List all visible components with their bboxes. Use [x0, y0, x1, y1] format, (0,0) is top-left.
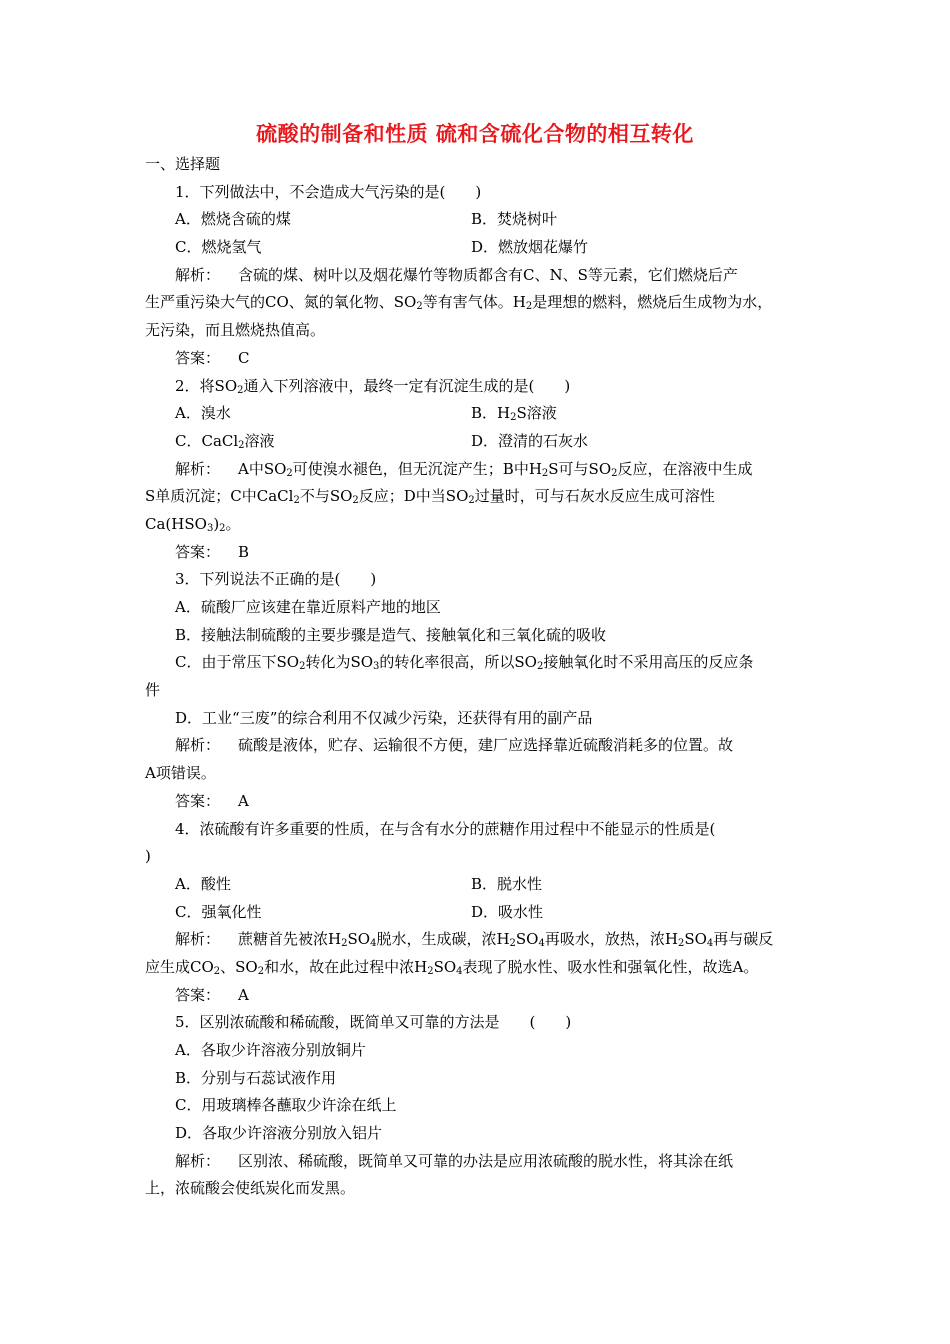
text: 通入下列溶液中，最终一定有沉淀生成的是( ): [243, 376, 571, 395]
q5-option-c: C．用玻璃棒各蘸取少许涂在纸上: [175, 1096, 397, 1115]
q5-option-a: A．各取少许溶液分别放铜片: [175, 1041, 366, 1059]
document-title: 硫酸的制备和性质 硫和含硫化合物的相互转化: [256, 122, 694, 146]
text: 应生成CO: [145, 957, 214, 976]
answer-value: A: [238, 985, 249, 1004]
text: SO: [684, 930, 707, 949]
text: 2．将SO: [175, 376, 238, 395]
q4-option-c: C．强氧化性: [175, 902, 262, 921]
q1-answer: [145, 345, 811, 373]
q5-analysis-line-2: 上，浓硫酸会使纸炭化而发黑。: [145, 1179, 356, 1198]
q1-analysis-line-3: 无污染，而且燃烧热值高。: [145, 321, 326, 340]
q3-option-b: B．接触法制硫酸的主要步骤是造气、接触氧化和三氧化硫的吸收: [175, 625, 607, 644]
q4-stem-line-1: 4．浓硫酸有许多重要的性质，在与含有水分的蔗糖作用过程中不能显示的性质是(: [175, 819, 716, 838]
text: 反应；D中当SO: [358, 487, 469, 506]
q1-option-c: C．燃烧氢气: [175, 238, 262, 257]
subscript: 2: [286, 467, 293, 479]
q5-analysis-line-1: [145, 1148, 811, 1176]
answer-label: 答案：: [175, 791, 221, 810]
text: SO: [433, 957, 457, 976]
subscript: 2: [257, 965, 265, 977]
q3-option-a: A．硫酸厂应该建在靠近原料产地的地区: [175, 598, 441, 616]
q4-option-a: A．酸性: [175, 874, 231, 893]
q1-analysis-text: 含硫的煤、树叶以及烟花爆竹等物质都含有C、N、S等元素，它们燃烧后产: [238, 265, 738, 284]
subscript: 2: [219, 522, 226, 534]
text: 和水，故在此过程中浓H: [264, 957, 428, 976]
q3-option-c: [145, 649, 811, 677]
subscript: 4: [456, 965, 463, 977]
subscript: 2: [509, 938, 516, 950]
q1-options-cd: [145, 234, 811, 262]
subscript: 3: [206, 522, 214, 534]
q2-option-c: [175, 428, 471, 456]
q5-stem: 5．区别浓硫酸和稀硫酸，既简单又可靠的方法是 ( ): [175, 1013, 572, 1032]
subscript: 2: [677, 938, 685, 950]
q3-option-c-cont: 件: [145, 681, 161, 700]
subscript: 4: [706, 938, 714, 950]
text: S单质沉淀；C中CaCl: [145, 487, 294, 506]
text: A中SO: [238, 459, 287, 478]
q2-stem: [145, 373, 811, 401]
q4-analysis-line-2: [145, 954, 811, 982]
text: 再与碳反: [713, 930, 774, 949]
subscript: 4: [370, 938, 377, 950]
q4-option-b: B．脱水性: [471, 874, 543, 893]
text: S可与SO: [548, 459, 612, 478]
answer-label: 答案：: [175, 348, 221, 367]
text: 生严重污染大气的CO、氮的氧化物、SO: [145, 293, 417, 312]
text: ): [213, 514, 220, 533]
q4-analysis-line-1: [145, 926, 811, 954]
subscript: 4: [538, 938, 545, 950]
subscript: 3: [373, 661, 380, 673]
text: 是理想的燃料，燃烧后生成物为水，: [532, 293, 773, 312]
subscript: 2: [541, 467, 549, 479]
q1-options-ab: [145, 206, 811, 234]
q2-answer: [145, 539, 811, 567]
text: Ca(HSO: [145, 514, 207, 533]
text: 等有害气体。H: [422, 293, 526, 312]
document-body: [145, 151, 811, 1203]
answer-label: 答案：: [175, 542, 221, 561]
q1-option-b: B．焚烧树叶: [471, 210, 558, 229]
q4-answer: [145, 982, 811, 1010]
text: 区别浓、稀硫酸，既简单又可靠的办法是应用浓硫酸的脱水性，将其涂在纸: [238, 1151, 734, 1170]
text: 过量时，可与石灰水反应生成可溶性: [474, 487, 715, 506]
text: SO: [347, 930, 371, 949]
subscript: 2: [416, 301, 423, 313]
text: 可使溴水褪色，但无沉淀产生；B中H: [292, 459, 542, 478]
analysis-label: 解析：: [175, 459, 221, 478]
text: 表现了脱水性、吸水性和强氧化性，故选A。: [462, 957, 759, 976]
text: 、SO: [220, 957, 258, 976]
text: 不与SO: [299, 487, 353, 506]
text: 溶液: [244, 431, 275, 450]
q2-options-cd: [145, 428, 811, 456]
q5-option-d: D．各取少许溶液分别放入铝片: [175, 1124, 383, 1143]
text: 再吸水，放热，浓H: [544, 930, 678, 949]
q1-stem: 1．下列做法中，不会造成大气污染的是( ): [175, 182, 482, 201]
subscript: 2: [238, 439, 245, 451]
q3-analysis-line-1: [145, 732, 811, 760]
q3-analysis-line-2: A项错误。: [145, 764, 216, 783]
analysis-label: 解析：: [175, 930, 221, 949]
subscript: 2: [213, 965, 221, 977]
q2-analysis-line-1: [145, 456, 811, 484]
q4-option-d: D．吸水性: [471, 902, 544, 921]
q3-answer: [145, 788, 811, 816]
text: S溶液: [516, 404, 557, 423]
q4-options-cd: [145, 899, 811, 927]
answer-label: 答案：: [175, 985, 221, 1004]
section-heading: 一、选择题: [145, 155, 221, 173]
subscript: 2: [341, 938, 348, 950]
q2-option-d: D．澄清的石灰水: [471, 431, 589, 450]
subscript: 2: [299, 661, 306, 673]
text: 反应，在溶液中生成: [617, 459, 753, 478]
analysis-label: 解析：: [175, 265, 221, 284]
subscript: 2: [427, 965, 434, 977]
text: 硫酸是液体，贮存、运输很不方便，建厂应选择靠近硫酸消耗多的位置。故: [238, 736, 734, 755]
text: C．CaCl: [175, 431, 239, 450]
subscript: 2: [237, 384, 244, 396]
text: 蔗糖首先被浓H: [238, 930, 342, 949]
answer-value: B: [238, 542, 250, 561]
text: 的转化率很高，所以SO: [379, 653, 537, 672]
q4-stem-line-2: ): [145, 847, 151, 866]
text: B．H: [471, 404, 511, 423]
subscript: 2: [352, 495, 359, 507]
text: 脱水，生成碳，浓H: [376, 930, 510, 949]
text: C．由于常压下SO: [175, 653, 300, 672]
q1-analysis-line-1: [145, 262, 811, 290]
q2-analysis-line-3: [145, 511, 811, 539]
q4-options-ab: [145, 871, 811, 899]
text: SO: [515, 930, 539, 949]
q1-option-a: A．燃烧含硫的煤: [175, 210, 291, 229]
answer-value: C: [238, 348, 250, 367]
text: 接触氧化时不采用高压的反应条: [543, 653, 754, 672]
q5-option-b: B．分别与石蕊试液作用: [175, 1068, 337, 1087]
q2-options-ab: [145, 400, 811, 428]
subscript: 2: [293, 495, 300, 507]
subscript: 2: [468, 495, 475, 507]
subscript: 2: [525, 301, 533, 313]
q2-analysis-line-2: [145, 483, 811, 511]
q2-option-b: [471, 400, 557, 428]
subscript: 2: [611, 467, 618, 479]
q1-option-d: D．燃放烟花爆竹: [471, 238, 589, 257]
analysis-label: 解析：: [175, 1151, 221, 1170]
q1-analysis-line-2: [145, 289, 811, 317]
answer-value: A: [238, 791, 249, 810]
q3-option-d: D．工业“三废”的综合利用不仅减少污染，还获得有用的副产品: [175, 708, 593, 727]
analysis-label: 解析：: [175, 736, 221, 755]
q3-stem: 3．下列说法不正确的是( ): [175, 570, 377, 589]
subscript: 2: [510, 412, 517, 424]
q2-option-a: A．溴水: [175, 404, 231, 423]
subscript: 2: [536, 661, 544, 673]
text: 转化为SO: [305, 653, 374, 672]
text: 。: [225, 514, 241, 533]
